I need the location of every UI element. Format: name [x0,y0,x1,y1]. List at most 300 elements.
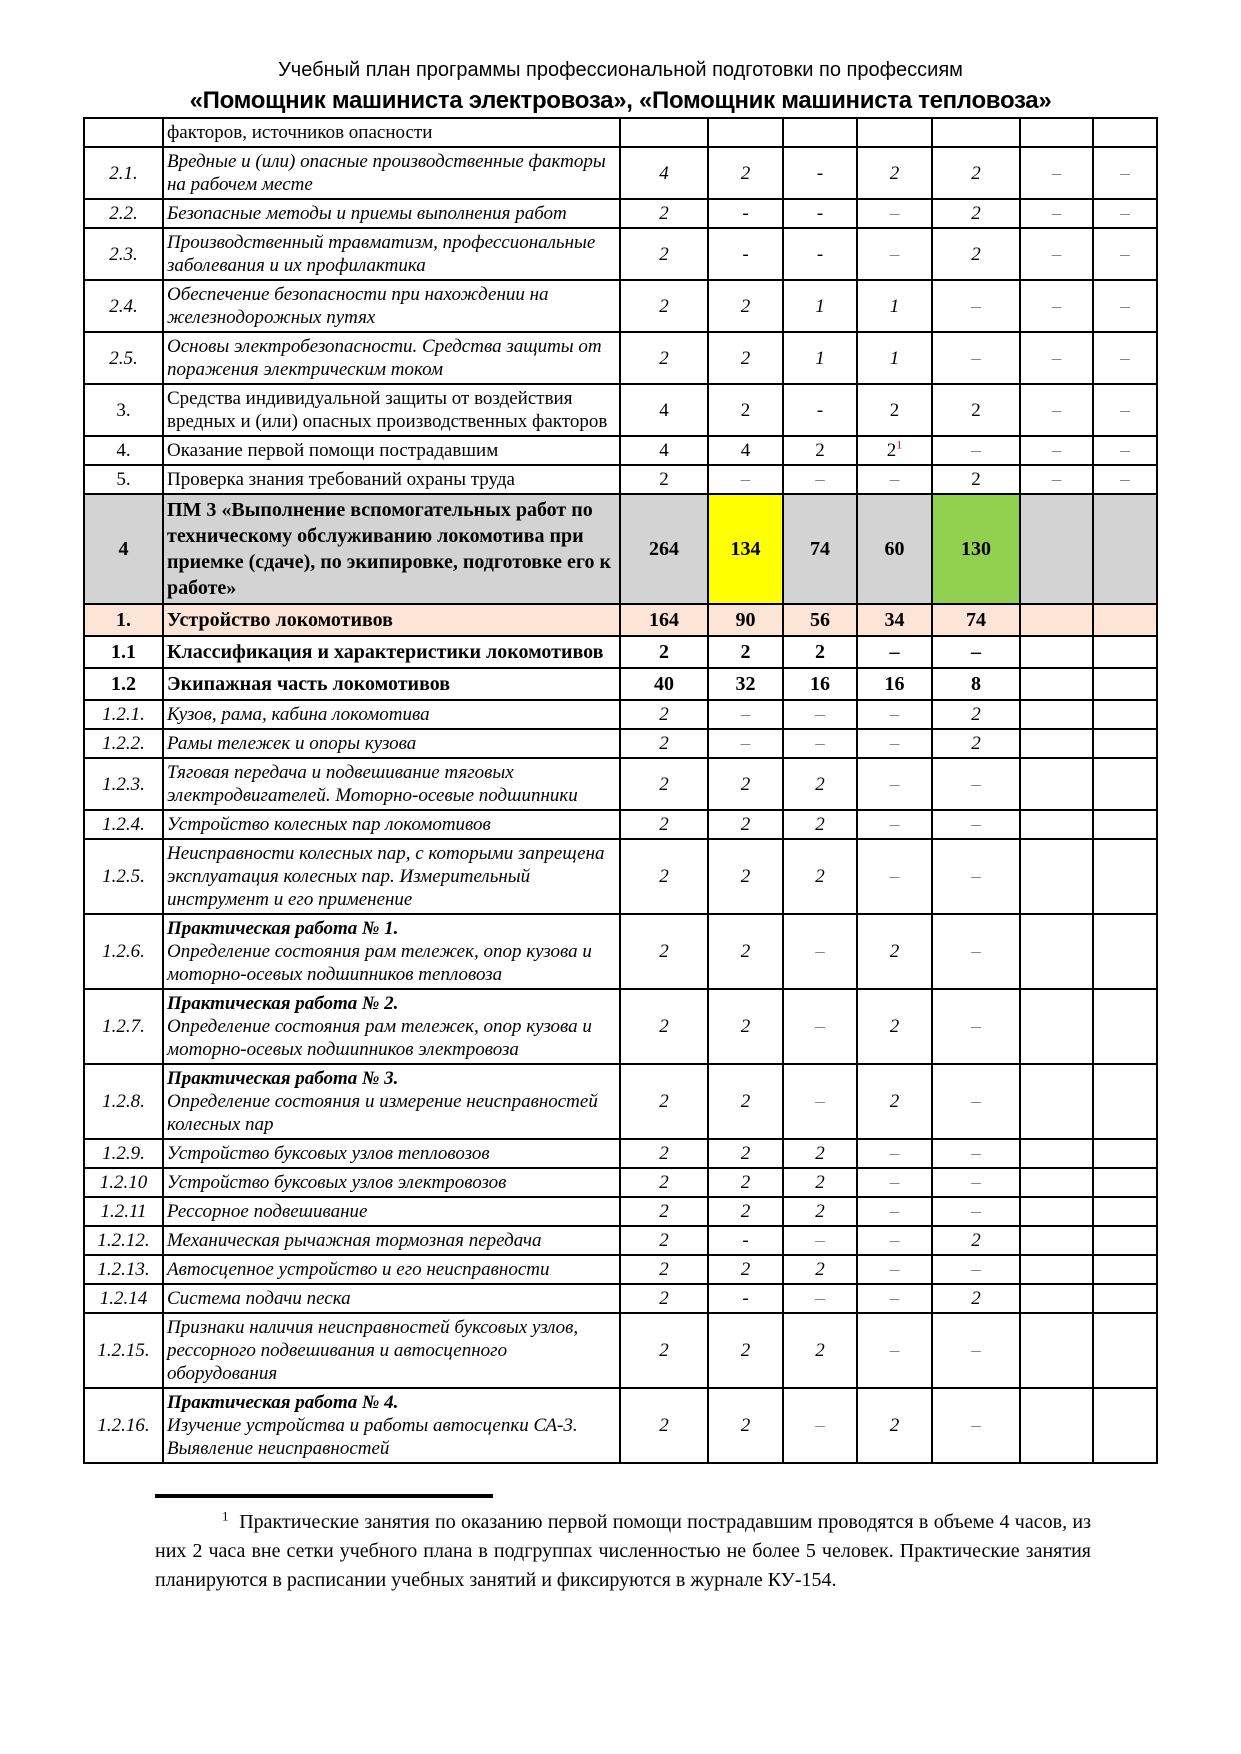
hours-cell: 2 [620,1255,708,1284]
hours-cell: 1 [783,280,857,332]
hours-cell: 2 [620,228,708,280]
row-topic: Экипажная часть локомотивов [163,668,620,700]
row-number: 1.2.11 [84,1197,163,1226]
row-number: 1.2.6. [84,914,163,989]
hours-cell: – [857,729,932,758]
row-number: 4 [84,494,163,604]
hours-cell: – [1093,436,1157,465]
row-topic: Оказание первой помощи пострадавшим [163,436,620,465]
table-row [84,1284,1157,1313]
hours-cell [783,118,857,147]
hours-cell: 2 [620,199,708,228]
hours-cell: 40 [620,668,708,700]
row-topic: Проверка знания требований охраны труда [163,465,620,494]
hours-cell [1020,1139,1093,1168]
practical-work-title: Практическая работа № 4. [167,1392,399,1413]
hours-cell: – [932,1064,1020,1139]
hours-cell: 1 [783,332,857,384]
table-row [84,228,1157,280]
hours-cell [1093,914,1157,989]
hours-cell: 2 [708,1255,783,1284]
table-row [84,494,1157,604]
document-title: Учебный план программы профессиональной подготовки по профессиям [278,59,963,81]
hours-cell: – [932,636,1020,668]
table-row [84,384,1157,436]
hours-cell [1020,494,1093,604]
hours-cell: 134 [708,494,783,604]
row-number: 1.2.10 [84,1168,163,1197]
table-row [84,1168,1157,1197]
hours-cell: 2 [857,384,932,436]
row-topic: факторов, источников опасности [163,118,620,147]
hours-cell [708,118,783,147]
hours-cell: – [932,332,1020,384]
table-row [84,436,1157,465]
table-row [84,1388,1157,1463]
hours-cell [1093,700,1157,729]
hours-cell: – [857,1255,932,1284]
hours-cell: 2 [783,436,857,465]
row-number: 1.2.1. [84,700,163,729]
hours-cell [1020,1255,1093,1284]
row-number: 2.1. [84,147,163,199]
row-topic: Практическая работа № 1. Определение состояния рам тележек, опор кузова и моторно-осевых подшипников тепловоза [163,914,620,989]
hours-cell: 2 [708,810,783,839]
row-topic: Автосцепное устройство и его неисправности [163,1255,620,1284]
hours-cell: – [1093,228,1157,280]
hours-cell [1020,758,1093,810]
hours-cell [1093,118,1157,147]
row-number: 4. [84,436,163,465]
hours-cell: 2 [620,700,708,729]
hours-cell [1020,810,1093,839]
row-number: 1.2 [84,668,163,700]
hours-cell: 1 [857,332,932,384]
hours-cell: - [783,384,857,436]
hours-cell: 2 [708,1313,783,1388]
hours-cell: – [857,758,932,810]
hours-cell [1093,1313,1157,1388]
hours-cell: – [857,1139,932,1168]
curriculum-table-body [84,118,1157,1463]
practical-work-title: Практическая работа № 3. [167,1068,399,1089]
hours-cell: 2 [620,1168,708,1197]
row-topic: Практическая работа № 4. Изучение устройства и работы автосцепки СА-3. Выявление неисправностей [163,1388,620,1463]
table-row [84,668,1157,700]
hours-cell: 2 [708,384,783,436]
hours-cell: – [857,810,932,839]
hours-cell: 2 [620,729,708,758]
table-row [84,199,1157,228]
table-row [84,1197,1157,1226]
table-row [84,758,1157,810]
hours-cell: 2 [857,1064,932,1139]
row-number: 2.3. [84,228,163,280]
hours-cell: – [857,839,932,914]
hours-cell: – [932,1313,1020,1388]
hours-cell: 74 [783,494,857,604]
hours-cell: 2 [932,199,1020,228]
row-number: 1.2.13. [84,1255,163,1284]
hours-cell [1093,668,1157,700]
hours-cell: 16 [783,668,857,700]
hours-cell: – [932,436,1020,465]
hours-cell: – [1020,199,1093,228]
row-number: 1.2.3. [84,758,163,810]
hours-cell [1020,604,1093,636]
hours-cell [1093,1255,1157,1284]
row-topic: Производственный травматизм, профессиональные заболевания и их профилактика [163,228,620,280]
row-number: 1.2.16. [84,1388,163,1463]
hours-cell: 2 [783,839,857,914]
hours-cell [1020,729,1093,758]
hours-cell: 2 [708,1197,783,1226]
hours-cell: 2 [708,989,783,1064]
hours-cell: 2 [783,1197,857,1226]
row-topic: Средства индивидуальной защиты от воздействия вредных и (или) опасных производственных факторов [163,384,620,436]
hours-cell [1093,1284,1157,1313]
hours-cell: – [857,1313,932,1388]
hours-cell: – [857,465,932,494]
hours-cell: 2 [620,465,708,494]
hours-cell: 2 [708,758,783,810]
hours-cell: – [932,914,1020,989]
hours-cell [1020,1168,1093,1197]
row-topic: Классификация и характеристики локомотивов [163,636,620,668]
hours-cell: – [857,1197,932,1226]
hours-cell: – [857,1284,932,1313]
hours-cell: – [1093,147,1157,199]
hours-cell: 2 [932,729,1020,758]
hours-cell: 2 [708,1388,783,1463]
hours-cell: – [783,1226,857,1255]
row-topic: Устройство буксовых узлов тепловозов [163,1139,620,1168]
hours-cell: – [932,1255,1020,1284]
hours-cell [1020,1197,1093,1226]
hours-cell [1020,1284,1093,1313]
table-row [84,729,1157,758]
practical-work-title: Практическая работа № 2. [167,993,399,1014]
row-number [84,118,163,147]
hours-cell: – [1093,280,1157,332]
table-row [84,914,1157,989]
hours-cell: 2 [620,280,708,332]
hours-cell: – [932,1197,1020,1226]
hours-cell: – [932,1168,1020,1197]
table-row [84,810,1157,839]
row-number: 1.2.8. [84,1064,163,1139]
hours-cell: 4 [620,436,708,465]
hours-cell: 4 [620,384,708,436]
hours-cell: - [783,199,857,228]
hours-cell: 2 [708,280,783,332]
hours-cell: 2 [620,810,708,839]
hours-cell: – [932,839,1020,914]
hours-cell: – [708,700,783,729]
hours-cell: 2$^1$ [857,436,932,465]
table-row [84,332,1157,384]
hours-cell: 1 [857,280,932,332]
hours-cell: 2 [932,384,1020,436]
hours-cell: – [1020,465,1093,494]
hours-cell: – [1020,384,1093,436]
footnote-reference: 1 [896,437,903,452]
hours-cell: 2 [708,1064,783,1139]
table-row [84,636,1157,668]
hours-cell: 2 [932,1226,1020,1255]
document-subtitle: «Помощник машиниста электровоза», «Помощник машиниста тепловоза» [189,87,1052,114]
hours-cell [1093,839,1157,914]
hours-cell: – [857,228,932,280]
hours-cell: – [783,989,857,1064]
hours-cell: – [783,914,857,989]
hours-cell: 2 [708,914,783,989]
table-row [84,1313,1157,1388]
table-row [84,1139,1157,1168]
table-row [84,280,1157,332]
hours-cell: 2 [620,636,708,668]
hours-cell: – [783,1284,857,1313]
footnote-text [155,1508,1091,1595]
row-topic: Признаки наличия неисправностей буксовых узлов, рессорного подвешивания и автосцепного оборудования [163,1313,620,1388]
hours-cell: 2 [783,636,857,668]
hours-cell [1020,914,1093,989]
hours-cell: - [708,1226,783,1255]
row-topic: Вредные и (или) опасные производственные факторы на рабочем месте [163,147,620,199]
hours-cell [1093,1064,1157,1139]
hours-cell [1020,839,1093,914]
hours-cell: 2 [783,1313,857,1388]
hours-cell: - [708,1284,783,1313]
hours-cell: 2 [708,1168,783,1197]
table-row [84,147,1157,199]
row-topic: Рамы тележек и опоры кузова [163,729,620,758]
hours-cell: 2 [783,1255,857,1284]
row-number: 1.2.12. [84,1226,163,1255]
hours-cell: 16 [857,668,932,700]
hours-cell: 2 [620,758,708,810]
table-row [84,1064,1157,1139]
footnote-separator [155,1494,493,1498]
hours-cell: 2 [708,332,783,384]
hours-cell: – [857,1226,932,1255]
hours-cell [1093,604,1157,636]
hours-cell: 2 [620,1284,708,1313]
hours-cell [1020,989,1093,1064]
hours-cell: – [932,1139,1020,1168]
row-number: 1.2.4. [84,810,163,839]
hours-cell [1020,118,1093,147]
row-topic: Обеспечение безопасности при нахождении на железнодорожных путях [163,280,620,332]
hours-cell [1093,1168,1157,1197]
row-number: 2.4. [84,280,163,332]
hours-cell [932,118,1020,147]
hours-cell: 2 [783,1168,857,1197]
hours-cell: – [708,465,783,494]
hours-cell [1093,1139,1157,1168]
footnote-body: Практические занятия по оказанию первой помощи пострадавшим проводятся в объеме 4 часов, из них 2 часа вне сетки учебного плана в подгруппах численностью не более 5 человек. Практические занятия планируются в расписании учебных занятий и фиксируются в журнале КУ-154. [155,1511,1092,1591]
table-row [84,839,1157,914]
hours-cell: – [932,280,1020,332]
hours-cell: 2 [620,1388,708,1463]
hours-cell: 164 [620,604,708,636]
hours-cell: – [857,1168,932,1197]
hours-cell [1093,758,1157,810]
row-topic: ПМ 3 «Выполнение вспомогательных работ по техническому обслуживанию локомотива при приемке (сдаче), по экипировке, подготовке его к работе» [163,494,620,604]
hours-cell [1093,494,1157,604]
hours-cell: 74 [932,604,1020,636]
row-topic: Механическая рычажная тормозная передача [163,1226,620,1255]
row-topic: Основы электробезопасности. Средства защиты от поражения электрическим током [163,332,620,384]
hours-cell: - [708,228,783,280]
table-row [84,1255,1157,1284]
hours-cell: - [708,199,783,228]
hours-cell: 2 [620,1064,708,1139]
hours-cell: – [1020,280,1093,332]
row-number: 1.2.7. [84,989,163,1064]
hours-cell: 2 [620,1197,708,1226]
hours-cell: – [857,199,932,228]
row-topic: Рессорное подвешивание [163,1197,620,1226]
hours-cell: 2 [783,1139,857,1168]
row-number: 1.2.2. [84,729,163,758]
hours-cell: – [1093,384,1157,436]
hours-cell: 2 [620,989,708,1064]
hours-cell [1020,1388,1093,1463]
hours-cell: 4 [620,147,708,199]
footnote-marker: 1 [222,1508,229,1524]
row-number: 3. [84,384,163,436]
hours-cell: 2 [932,465,1020,494]
row-topic: Система подачи песка [163,1284,620,1313]
hours-cell: 2 [857,989,932,1064]
hours-cell: 2 [857,914,932,989]
hours-cell [1093,1226,1157,1255]
practical-work-title: Практическая работа № 1. [167,918,399,939]
hours-cell [1093,810,1157,839]
hours-cell: 2 [932,147,1020,199]
hours-cell [1093,729,1157,758]
row-topic: Устройство колесных пар локомотивов [163,810,620,839]
hours-cell: 2 [708,147,783,199]
hours-cell: 130 [932,494,1020,604]
hours-cell: – [783,729,857,758]
row-number: 1.2.14 [84,1284,163,1313]
hours-cell: 2 [620,1313,708,1388]
hours-cell: 32 [708,668,783,700]
hours-cell: 4 [708,436,783,465]
hours-cell: 2 [620,914,708,989]
row-topic: Практическая работа № 2. Определение состояния рам тележек, опор кузова и моторно-осевых подшипников электровоза [163,989,620,1064]
hours-cell: 34 [857,604,932,636]
row-topic: Устройство буксовых узлов электровозов [163,1168,620,1197]
hours-cell: – [1093,199,1157,228]
hours-cell: – [932,989,1020,1064]
row-number: 1. [84,604,163,636]
hours-cell: – [857,700,932,729]
row-topic: Практическая работа № 3. Определение состояния и измерение неисправностей колесных пар [163,1064,620,1139]
hours-cell: 2 [620,1139,708,1168]
row-topic: Кузов, рама, кабина локомотива [163,700,620,729]
row-number: 1.2.5. [84,839,163,914]
hours-cell: – [708,729,783,758]
hours-cell: – [857,636,932,668]
hours-cell [1020,1226,1093,1255]
hours-cell: 2 [932,700,1020,729]
hours-cell [1020,1064,1093,1139]
table-row [84,118,1157,147]
hours-cell: – [932,810,1020,839]
hours-cell: 2 [708,636,783,668]
table-row [84,465,1157,494]
hours-cell: – [1020,147,1093,199]
row-number: 1.2.9. [84,1139,163,1168]
table-row [84,700,1157,729]
hours-cell: – [1020,436,1093,465]
row-topic: Неисправности колесных пар, с которыми запрещена эксплуатация колесных пар. Измерительный инструмент и его применение [163,839,620,914]
hours-cell: 56 [783,604,857,636]
hours-cell: 90 [708,604,783,636]
hours-cell [1093,1197,1157,1226]
hours-cell: – [932,1388,1020,1463]
curriculum-table [83,117,1158,1464]
hours-cell: – [783,1388,857,1463]
hours-cell: – [783,465,857,494]
row-number: 5. [84,465,163,494]
row-topic: Тяговая передача и подвешивание тяговых электродвигателей. Моторно-осевые подшипники [163,758,620,810]
hours-cell: 2 [620,839,708,914]
hours-cell: – [1093,332,1157,384]
hours-cell: – [1093,465,1157,494]
hours-cell [1093,636,1157,668]
hours-cell [1020,1313,1093,1388]
hours-cell: 2 [620,1226,708,1255]
row-number: 2.5. [84,332,163,384]
table-row [84,604,1157,636]
hours-cell: 2 [708,839,783,914]
hours-cell: 2 [932,1284,1020,1313]
hours-cell: – [1020,228,1093,280]
row-topic: Устройство локомотивов [163,604,620,636]
hours-cell: 2 [783,810,857,839]
hours-cell: – [1020,332,1093,384]
hours-cell: – [783,1064,857,1139]
hours-cell: 2 [783,758,857,810]
row-number: 1.1 [84,636,163,668]
hours-cell [1093,1388,1157,1463]
hours-cell [620,118,708,147]
hours-cell: 2 [932,228,1020,280]
row-topic: Безопасные методы и приемы выполнения работ [163,199,620,228]
hours-cell: – [932,758,1020,810]
hours-cell: 2 [620,332,708,384]
hours-cell: 2 [708,1139,783,1168]
hours-cell [1020,700,1093,729]
row-number: 2.2. [84,199,163,228]
table-row [84,1226,1157,1255]
hours-cell: 2 [857,147,932,199]
hours-cell: 2 [857,1388,932,1463]
hours-cell: - [783,228,857,280]
hours-cell: 264 [620,494,708,604]
hours-cell: - [783,147,857,199]
hours-cell [1093,989,1157,1064]
hours-cell: 8 [932,668,1020,700]
row-number: 1.2.15. [84,1313,163,1388]
table-row [84,989,1157,1064]
hours-cell [1020,636,1093,668]
hours-cell: – [783,700,857,729]
